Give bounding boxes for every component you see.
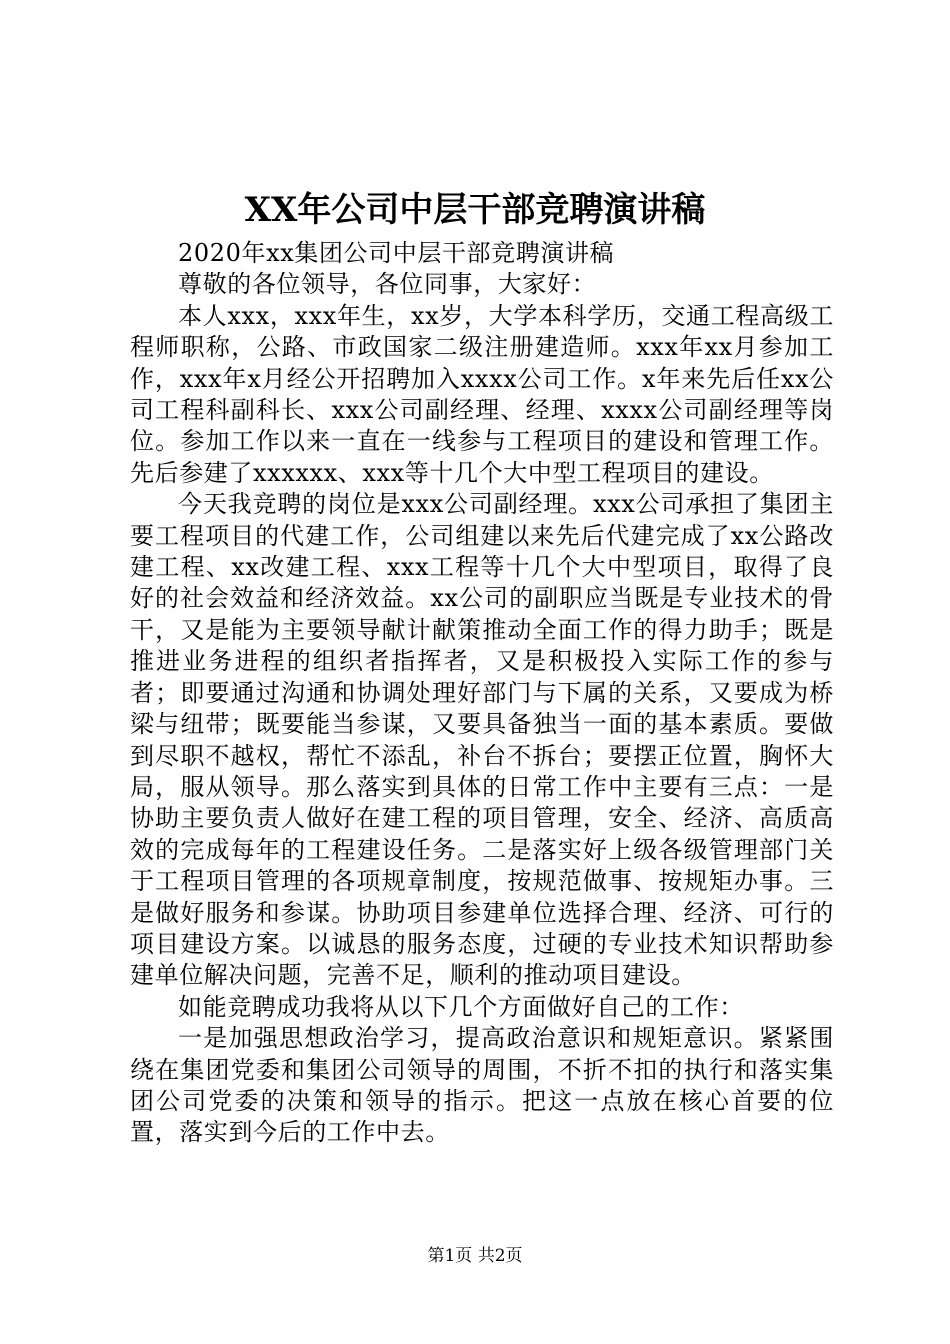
paragraph-plan-intro: 如能竞聘成功我将从以下几个方面做好自己的工作：	[178, 992, 744, 1021]
document-title: XX年公司中层干部竞聘演讲稿	[244, 190, 706, 230]
document-body	[130, 238, 834, 1149]
paragraph-self-introduction: 本人xxx，xxx年生，xx岁，大学本科学历，交通工程高级工程师职称，公路、市政国家二级注册建造师。xxx年xx月参加工作，xxx年x月经公开招聘加入xxxx公司工作。x年来先后任xx公司工程科副科长、xxx公司副经理、经理、xxxx公司副经理等岗位。参加工作以来一直在一线参与工程项目的建设和管理工作。先后参建了xxxxxx、xxx等十几个大中型工程项目的建设。	[130, 301, 834, 487]
paragraph-greeting: 尊敬的各位领导，各位同事，大家好：	[178, 270, 597, 299]
paragraph-plan-item-1: 一是加强思想政治学习，提高政治意识和规矩意识。紧紧围绕在集团党委和集团公司领导的周围，不折不扣的执行和落实集团公司党委的决策和领导的指示。把这一点放在核心首要的位置，落实到今后的工作中去。	[130, 1024, 834, 1147]
paragraph-position-duties: 今天我竞聘的岗位是xxx公司副经理。xxx公司承担了集团主要工程项目的代建工作，公司组建以来先后代建完成了xx公路改建工程、xx改建工程、xxx工程等十几个大中型项目，取得了良好的社会效益和经济效益。xx公司的副职应当既是专业技术的骨干，又是能为主要领导献计献策推动全面工作的得力助手；既是推进业务进程的组织者指挥者，又是积极投入实际工作的参与者；即要通过沟通和协调处理好部门与下属的关系，又要成为桥梁与纽带；既要能当参谋，又要具备独当一面的基本素质。要做到尽职不越权，帮忙不添乱，补台不拆台；要摆正位置，胸怀大局，服从领导。那么落实到具体的日常工作中主要有三点：一是协助主要负责人做好在建工程的项目管理，安全、经济、高质高效的完成每年的工程建设任务。二是落实好上级各级管理部门关于工程项目管理的各项规章制度，按规范做事、按规矩办事。三是做好服务和参谋。协助项目参建单位选择合理、经济、可行的项目建设方案。以诚恳的服务态度，过硬的专业技术知识帮助参建单位解决问题，完善不足，顺利的推动项目建设。	[130, 490, 834, 990]
paragraph-subtitle: 2020年xx集团公司中层干部竞聘演讲稿	[178, 239, 615, 267]
page-footer: 第1页 共2页	[427, 1246, 523, 1266]
